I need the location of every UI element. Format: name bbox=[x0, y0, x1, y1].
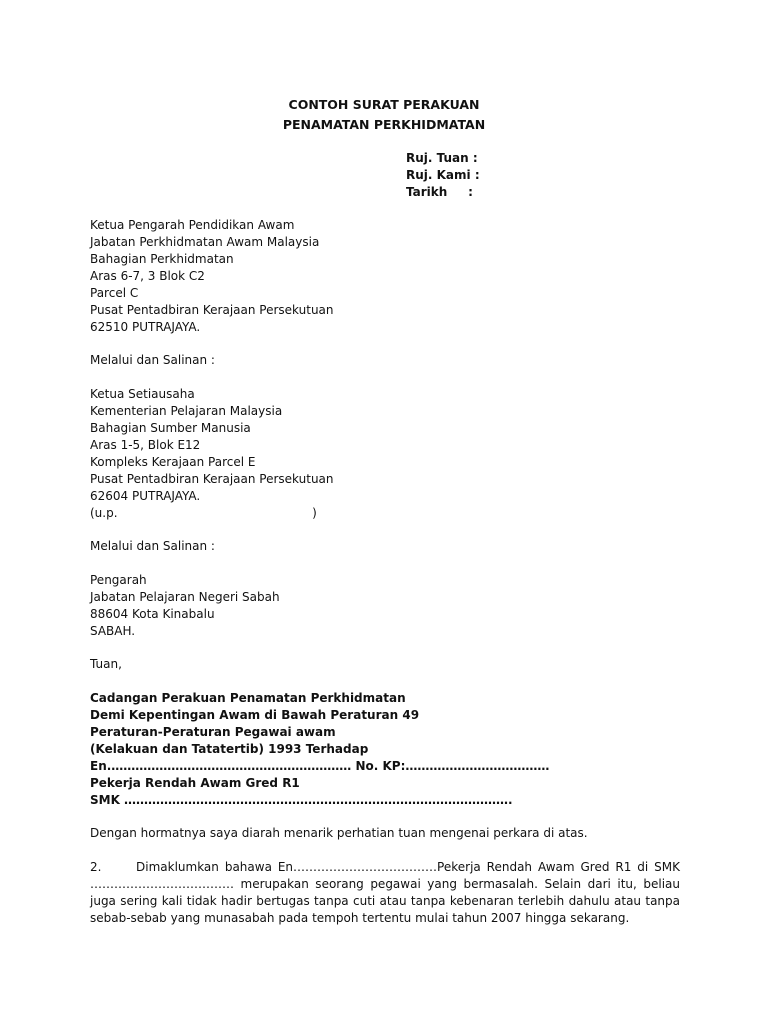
recipient-via1-line: Kompleks Kerajaan Parcel E bbox=[90, 455, 256, 469]
via-label: Melalui dan Salinan : bbox=[90, 539, 215, 553]
recipient-main-line: 62510 PUTRAJAYA. bbox=[90, 320, 201, 334]
subject-line: Demi Kepentingan Awam di Bawah Peraturan 49 bbox=[90, 708, 420, 722]
recipient-via2-line: SABAH. bbox=[90, 624, 136, 638]
recipient-main-line: Ketua Pengarah Pendidikan Awam bbox=[90, 218, 295, 232]
tarikh: Tarikh : bbox=[406, 185, 473, 199]
subject-line: (Kelakuan dan Tatatertib) 1993 Terhadap bbox=[90, 742, 369, 756]
recipient-via1-line: Ketua Setiausaha bbox=[90, 387, 195, 401]
subject-line: En.…………………………………………………… No. KP:……………………………… bbox=[90, 759, 550, 773]
paragraph-text: Dimaklumkan bahawa En………………………………Pekerja Rendah Awam Gred R1 di SMK ……………………………… merupakan seorang pegawai yang bermasalah. Selain dari itu, beliau juga sering kali tidak hadir bertugas tanpa cuti atau tanpa kebenaran terlebih dahulu atau tanpa sebab-sebab yang munasabah pada tempoh tertentu mulai tahun 2007 hingga sekarang. bbox=[90, 860, 680, 925]
recipient-main-line: Pusat Pentadbiran Kerajaan Persekutuan bbox=[90, 303, 334, 317]
recipient-via2-line: Jabatan Pelajaran Negeri Sabah bbox=[90, 590, 280, 604]
recipient-via2-line: 88604 Kota Kinabalu bbox=[90, 607, 215, 621]
recipient-via1-line: Pusat Pentadbiran Kerajaan Persekutuan bbox=[90, 472, 334, 486]
recipient-via1-line: 62604 PUTRAJAYA. bbox=[90, 489, 201, 503]
subject-line: SMK ……………………………………………………………………………………. bbox=[90, 793, 513, 807]
opening-line: Dengan hormatnya saya diarah menarik perhatian tuan mengenai perkara di atas. bbox=[90, 826, 588, 840]
document-title-line-2: PENAMATAN PERKHIDMATAN bbox=[282, 117, 486, 132]
recipient-main-line: Bahagian Perkhidmatan bbox=[90, 252, 234, 266]
recipient-via2-line: Pengarah bbox=[90, 573, 147, 587]
paragraph-2 bbox=[90, 859, 680, 927]
recipient-via1-line: Bahagian Sumber Manusia bbox=[90, 421, 251, 435]
recipient-main-line: Aras 6-7, 3 Blok C2 bbox=[90, 269, 205, 283]
subject-line: Pekerja Rendah Awam Gred R1 bbox=[90, 776, 300, 790]
ruj-kami: Ruj. Kami : bbox=[406, 168, 480, 182]
ruj-tuan: Ruj. Tuan : bbox=[406, 151, 478, 165]
recipient-via1-line: Aras 1-5, Blok E12 bbox=[90, 438, 201, 452]
paragraph-number: 2. bbox=[90, 860, 102, 874]
salutation: Tuan, bbox=[90, 657, 122, 671]
up-line: (u.p. ) bbox=[90, 506, 317, 520]
subject-line: Peraturan-Peraturan Pegawai awam bbox=[90, 725, 336, 739]
document-title-line-1: CONTOH SURAT PERAKUAN bbox=[288, 97, 480, 112]
subject-line: Cadangan Perakuan Penamatan Perkhidmatan bbox=[90, 691, 406, 705]
recipient-main-line: Parcel C bbox=[90, 286, 139, 300]
recipient-main-line: Jabatan Perkhidmatan Awam Malaysia bbox=[90, 235, 320, 249]
recipient-via1-line: Kementerian Pelajaran Malaysia bbox=[90, 404, 283, 418]
via-label: Melalui dan Salinan : bbox=[90, 353, 215, 367]
